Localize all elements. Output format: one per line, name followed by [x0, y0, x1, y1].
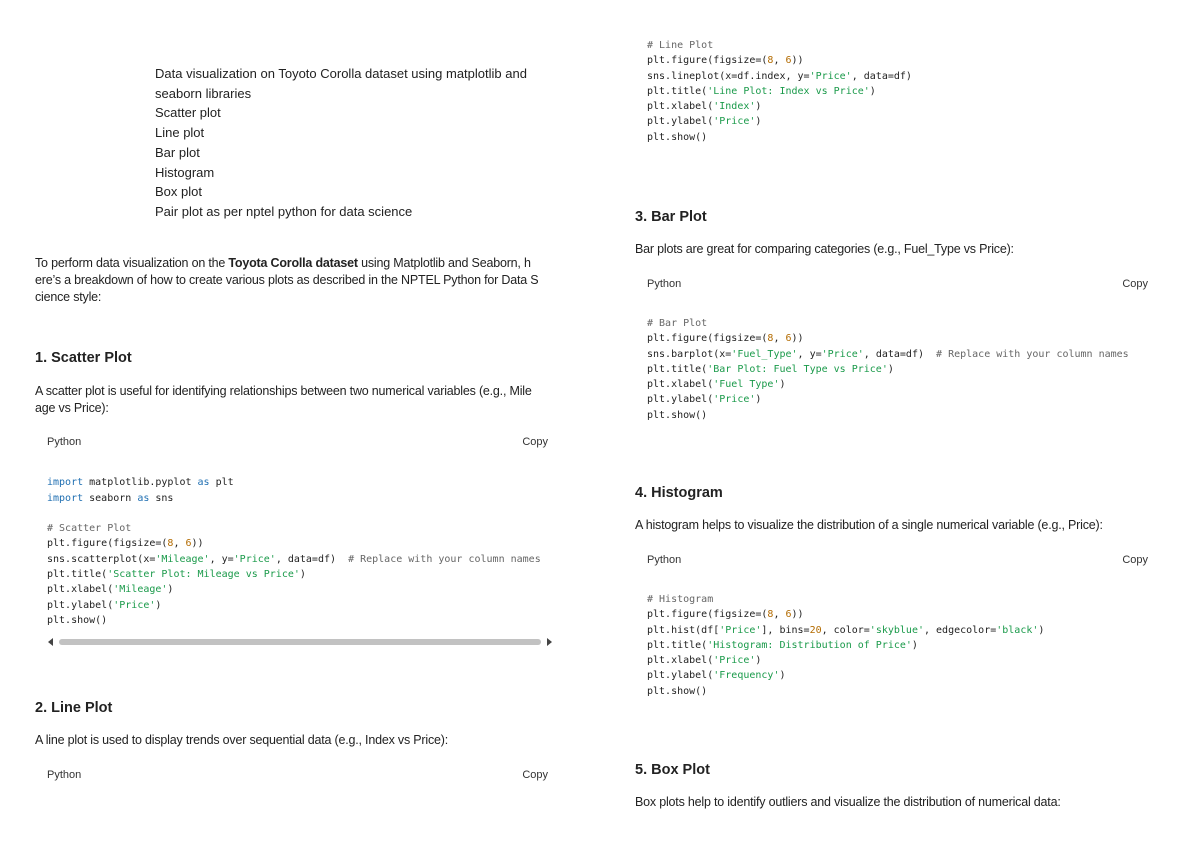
code-language-label: Python [47, 436, 82, 448]
code-language-label: Python [647, 278, 682, 290]
task-line: Scatter plot [155, 105, 221, 121]
code-line: plt.xlabel('Price') [647, 655, 762, 667]
scatter-desc-line: age vs Price): [35, 401, 109, 415]
intro-text: using Matplotlib and Seaborn, h [357, 256, 531, 270]
code-line: plt.title('Scatter Plot: Mileage vs Price') [47, 569, 306, 581]
intro-line-2: ere’s a breakdown of how to create various plots as described in the NPTEL Python for Data S [35, 273, 539, 287]
code-line: plt.xlabel('Fuel Type') [647, 379, 786, 391]
triangle-right-icon[interactable] [547, 638, 552, 646]
code-line: plt.show() [647, 685, 708, 697]
task-line: Line plot [155, 125, 205, 141]
scatter-desc-line: A scatter plot is useful for identifying relationships between two numerical variables (e.g., Mile [35, 384, 532, 398]
intro-line-3: cience style: [35, 290, 102, 304]
intro-bold: Toyota Corolla dataset [228, 256, 358, 270]
scatter-description [35, 383, 575, 417]
copy-button[interactable]: Copy [522, 436, 548, 448]
triangle-left-icon[interactable] [48, 638, 53, 646]
histogram-heading: 4. Histogram [635, 485, 723, 501]
line-code-block [647, 38, 1157, 150]
line-description: A line plot is used to display trends over sequential data (e.g., Index vs Price): [35, 733, 449, 747]
bar-description: Bar plots are great for comparing categories (e.g., Fuel_Type vs Price): [635, 242, 1014, 256]
code-line: plt.show() [47, 614, 108, 626]
code-header [635, 278, 1160, 292]
histogram-description: A histogram helps to visualize the distribution of a single numerical variable (e.g., Price): [635, 518, 1103, 532]
code-line: plt.ylabel('Price') [47, 599, 162, 611]
code-line: plt.xlabel('Index') [647, 101, 762, 113]
code-line: import seaborn as sns [47, 492, 174, 504]
code-line: plt.figure(figsize=(8, 6)) [47, 538, 204, 550]
code-header [35, 436, 560, 450]
copy-button[interactable]: Copy [522, 769, 548, 781]
code-line: plt.figure(figsize=(8, 6)) [647, 333, 804, 345]
code-line: plt.ylabel('Price') [647, 394, 762, 406]
box-heading: 5. Box Plot [635, 762, 710, 778]
horizontal-scrollbar[interactable] [45, 636, 555, 648]
code-line: plt.ylabel('Price') [647, 116, 762, 128]
copy-button[interactable]: Copy [1122, 278, 1148, 290]
code-language-label: Python [47, 769, 82, 781]
code-line: sns.scatterplot(x='Mileage', y='Price', data=df) # Replace with your column names [47, 553, 541, 565]
task-line: Data visualization on Toyoto Corolla dataset using matplotlib and [155, 66, 527, 81]
intro-line-1 [35, 255, 575, 272]
code-line: plt.hist(df['Price'], bins=20, color='skyblue', edgecolor='black') [647, 624, 1045, 636]
scatter-heading: 1. Scatter Plot [35, 350, 132, 366]
code-line: import matplotlib.pyplot as plt [47, 477, 234, 489]
code-line: # Histogram [647, 594, 714, 605]
bar-code-block [647, 316, 1157, 428]
task-line: Bar plot [155, 144, 200, 160]
code-line [47, 506, 557, 521]
intro-text: To perform data visualization on the [35, 256, 229, 270]
code-line: plt.xlabel('Mileage') [47, 584, 174, 596]
code-line: plt.title('Bar Plot: Fuel Type vs Price') [647, 363, 894, 375]
code-line: plt.title('Line Plot: Index vs Price') [647, 85, 876, 97]
code-line: plt.ylabel('Frequency') [647, 670, 786, 682]
task-line: seaborn libraries [155, 85, 252, 101]
code-line: sns.lineplot(x=df.index, y='Price', data=df) [647, 70, 912, 82]
code-line: # Scatter Plot [47, 523, 132, 535]
box-description: Box plots help to identify outliers and visualize the distribution of numerical data: [635, 795, 1061, 809]
code-line: plt.show() [647, 131, 708, 143]
task-description [155, 64, 527, 222]
intro-paragraph [35, 255, 575, 306]
code-header [635, 554, 1160, 568]
code-line [47, 460, 557, 475]
copy-button[interactable]: Copy [1122, 554, 1148, 566]
code-line: plt.title('Histogram: Distribution of Price') [647, 639, 918, 651]
bar-heading: 3. Bar Plot [635, 209, 707, 225]
code-line: sns.barplot(x='Fuel_Type', y='Price', data=df) # Replace with your column names [647, 348, 1129, 360]
line-heading: 2. Line Plot [35, 700, 113, 716]
code-line: plt.figure(figsize=(8, 6)) [647, 609, 804, 621]
code-line: plt.show() [647, 409, 708, 421]
code-line: plt.figure(figsize=(8, 6)) [647, 55, 804, 67]
task-line: Pair plot as per nptel python for data science [155, 203, 413, 219]
scrollbar-thumb[interactable] [59, 639, 541, 645]
code-language-label: Python [647, 554, 682, 566]
histogram-code-block [647, 592, 1157, 704]
code-header [35, 769, 560, 783]
code-line: # Bar Plot [647, 318, 708, 329]
scatter-code-block [47, 460, 557, 630]
task-line: Histogram [155, 164, 215, 180]
task-line: Box plot [155, 184, 202, 200]
scrollbar-track[interactable] [59, 639, 541, 645]
code-line: # Line Plot [647, 40, 714, 51]
